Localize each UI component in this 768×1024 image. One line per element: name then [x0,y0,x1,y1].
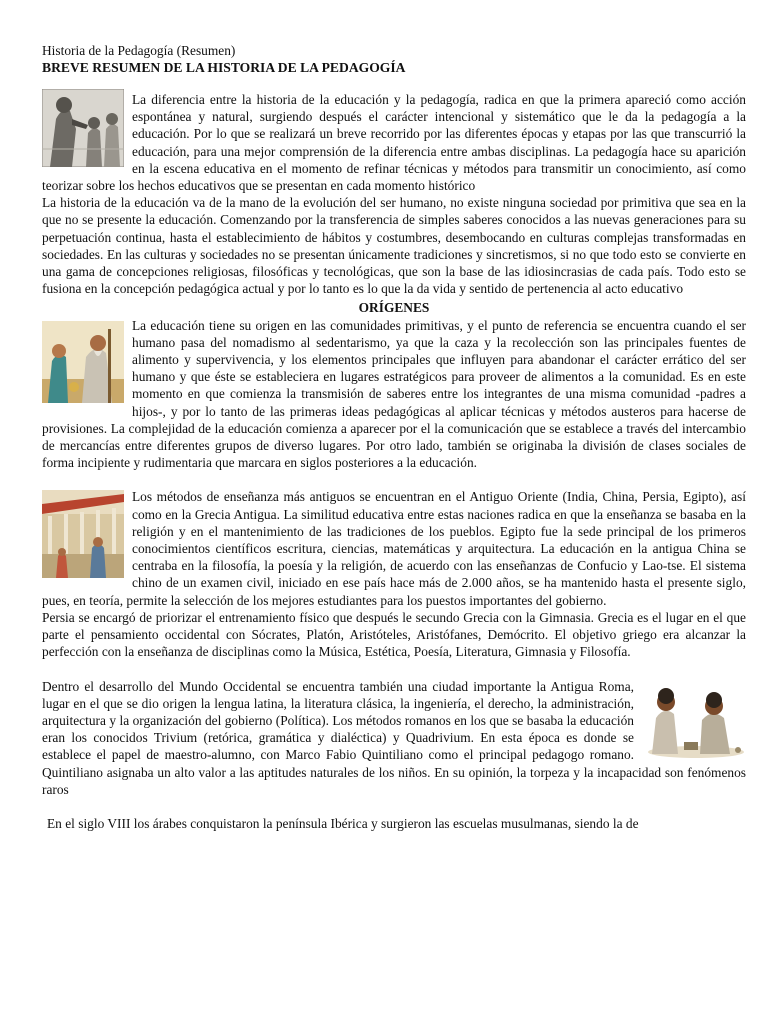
persia-greece-paragraph: Persia se encargó de priorizar el entrenamiento físico que después le secundo Grecia con la Gimnasia. Grecia es el lugar en el que parte el pensamiento occidental con Sócrates, Platón, Aristóteles, Aristófanes, Demócrito. El objetivo griego era alcanzar la perfección con la enseñanza de disciplinas como la Música, Estética, Poesía, Literatura, Gimnasia y Filosofía. [42,609,746,660]
section-heading-origenes: ORÍGENES [358,300,430,316]
history-paragraph: La historia de la educación va de la mano de la evolución del ser humano, no existe ninguna sociedad por primitiva que sea en la que no se presente la educación. Comenzando por la transferencia de simples saberes conocidos a las nuevas generaciones para su perpetuación continua, hasta el establecimiento de hábitos y costumbres, desembocando en culturas complejas transformadas en sociedades. En las culturas y sociedades no se presentan únicamente tradiciones y sincretismos, si no que todo esto se convierte en una gama de concepciones religiosas, filosóficas y tecnológicas, que son la base de las idiosincrasias de cada país. Todo esto se fusiona en la concepción pedagógica actual y por lo tanto es lo que la da vida y sentido de pertenencia al acto educativo [42,195,746,297]
origins-paragraph: La educación tiene su origen en las comunidades primitivas, y el punto de referencia se encuentra cuando el ser humano pasa del nomadismo al sedentarismo, ya que la caza y la recolección son las principales fuentes de alimento y supervivencia, y los elementos principales que influyen para abandonar el carácter errático del ser humano y que éste se estableciera en lugares estratégicos para proveer de alimentos a la comunidad. Es en este momento en que comienza la transmisión de saberes entre los integrantes de una misma comunidad -padres a hijos-, y por lo tanto de las primeras ideas pedagógicas al aplicar técnicas y métodos austeros para hacerse de provisiones. La complejidad de la educación comienza a aparecer por el la comunicación que se establece a través del intercambio de mercancías entre diferentes grupos de diverso lugares. Por otro lado, también se originaba la división de clases sociales de forma incipiente y rudimentaria que marcara en siglos posteriores a la educación. [42,317,746,471]
rome-paragraph: Dentro el desarrollo del Mundo Occidental se encuentra también una ciudad importante la Antigua Roma, lugar en el que se dio origen la lengua latina, la literatura clásica, la ingeniería, el derecho, la administración, arquitectura y la organización del gobierno (Política). Los métodos romanos en los que se basaba la educación eran los conocidos Trivium (retórica, gramática y dialéctica) y Quadrivium. En esta época es donde se establece el papel de maestro-alumno, con Marco Fabio Quintiliano como el principal pedagogo romano. Quintiliano asignaba un alto valor a las aptitudes naturales de los niños. En su opinión, la torpeza y la incapacidad son fenómenos raros [42,678,746,797]
roman-children-illustration [646,680,746,760]
teacher-students-illustration [42,89,124,167]
document-title: BREVE RESUMEN DE LA HISTORIA DE LA PEDAGOGÍA [42,60,406,75]
ancient-school-illustration [42,490,124,578]
document-subtitle: Historia de la Pedagogía (Resumen) [42,43,236,58]
arabs-paragraph: En el siglo VIII los árabes conquistaron la península Ibérica y surgieron las escuelas musulmanas, siendo la de [47,815,639,831]
primitive-education-illustration [42,321,124,403]
intro-paragraph: La diferencia entre la historia de la educación y la pedagogía, radica en que la primera apareció como acción espontánea y natural, surgiendo después el carácter intencional y sistemático que le da la pedagogía a la educación. Por lo que se realizará un breve recorrido por las diferentes épocas y etapas por las que transcurrió la educación, para una mejor comprensión de la diferencia entre ambas disciplinas. La pedagogía hace su aparición en la escena educativa en el momento de refinar técnicas y métodos para transmitir un conocimiento, así como teorizar sobre los hechos educativos que se presentan en cada momento histórico [42,92,746,194]
ancient-methods-paragraph: Los métodos de enseñanza más antiguos se encuentran en el Antiguo Oriente (India, China, Persia, Egipto), así como en la Grecia Antigua. La similitud educativa entre estas naciones radica en que la enseñanza se basaba en la religión y en el mantenimiento de las tradiciones de los pueblos. Egipto fue la sede principal de los primeros conocimientos científicos escritura, ciencias, matemáticas y arquitectura. La educación en la antigua China se centraba en la filosofía, la poesía y la religión, de acuerdo con las enseñanzas de Confucio y Lao-tse. El sistema chino de un examen civil, iniciado en ese país hace más de 2.000 años, se ha mantenido hasta el presente siglo, pues, en teoría, permite la selección de los mejores estudiantes para los puestos importantes del gobierno. [42,489,746,608]
